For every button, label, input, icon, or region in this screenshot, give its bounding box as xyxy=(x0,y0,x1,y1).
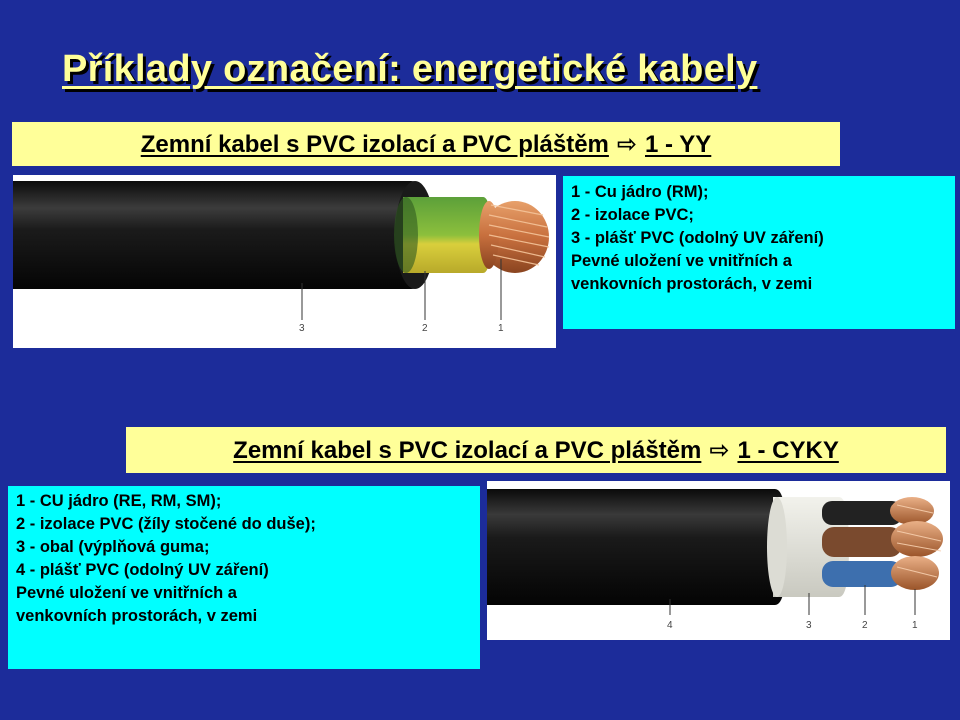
yy-line-insulation: 2 - izolace PVC; xyxy=(571,206,694,224)
cyky-line-core: 1 - CU jádro (RE, RM, SM); xyxy=(16,492,222,510)
cyky-label-2: 2 xyxy=(862,620,868,631)
cyky-cable-image xyxy=(487,481,950,640)
cyky-description xyxy=(8,486,480,669)
cyky-banner xyxy=(126,427,946,473)
yy-code: 1 - YY xyxy=(645,130,712,158)
yy-label-1: 1 xyxy=(498,323,504,334)
yy-banner-text: Zemní kabel s PVC izolací a PVC pláštěm ⇨ 1 - YY xyxy=(140,130,712,158)
yy-line-core: 1 - Cu jádro (RM); xyxy=(571,183,709,201)
cyky-line-jacket: 4 - plášť PVC (odolný UV záření) xyxy=(16,561,269,579)
arrow-right-icon: ⇨ xyxy=(709,436,730,464)
yy-label-3: 3 xyxy=(299,323,305,334)
cyky-code: 1 - CYKY xyxy=(737,436,839,464)
yy-description xyxy=(563,176,955,329)
cyky-line-usage-2: venkovních prostorách, v zemi xyxy=(16,607,258,625)
yy-line-jacket: 3 - plášť PVC (odolný UV záření) xyxy=(571,229,824,247)
cyky-label-1: 1 xyxy=(912,620,918,631)
arrow-right-icon: ⇨ xyxy=(616,130,638,158)
yy-cable-image xyxy=(13,175,556,348)
cyky-line-usage-1: Pevné uložení ve vnitřních a xyxy=(16,584,237,602)
cyky-banner-text: Zemní kabel s PVC izolací a PVC pláštěm ⇨ 1 - CYKY xyxy=(233,436,839,464)
yy-line-usage-2: venkovních prostorách, v zemi xyxy=(571,275,813,293)
cyky-label-3: 3 xyxy=(806,620,812,631)
yy-line-usage-1: Pevné uložení ve vnitřních a xyxy=(571,252,792,270)
cyky-label-4: 4 xyxy=(667,620,673,631)
cyky-line-insulation: 2 - izolace PVC (žíly stočené do duše); xyxy=(16,515,316,533)
yy-label-2: 2 xyxy=(422,323,428,334)
cyky-line-filler: 3 - obal (výplňová guma; xyxy=(16,538,210,556)
yy-banner xyxy=(12,122,840,166)
slide-title: Příklady označení: energetické kabely xyxy=(62,48,758,90)
